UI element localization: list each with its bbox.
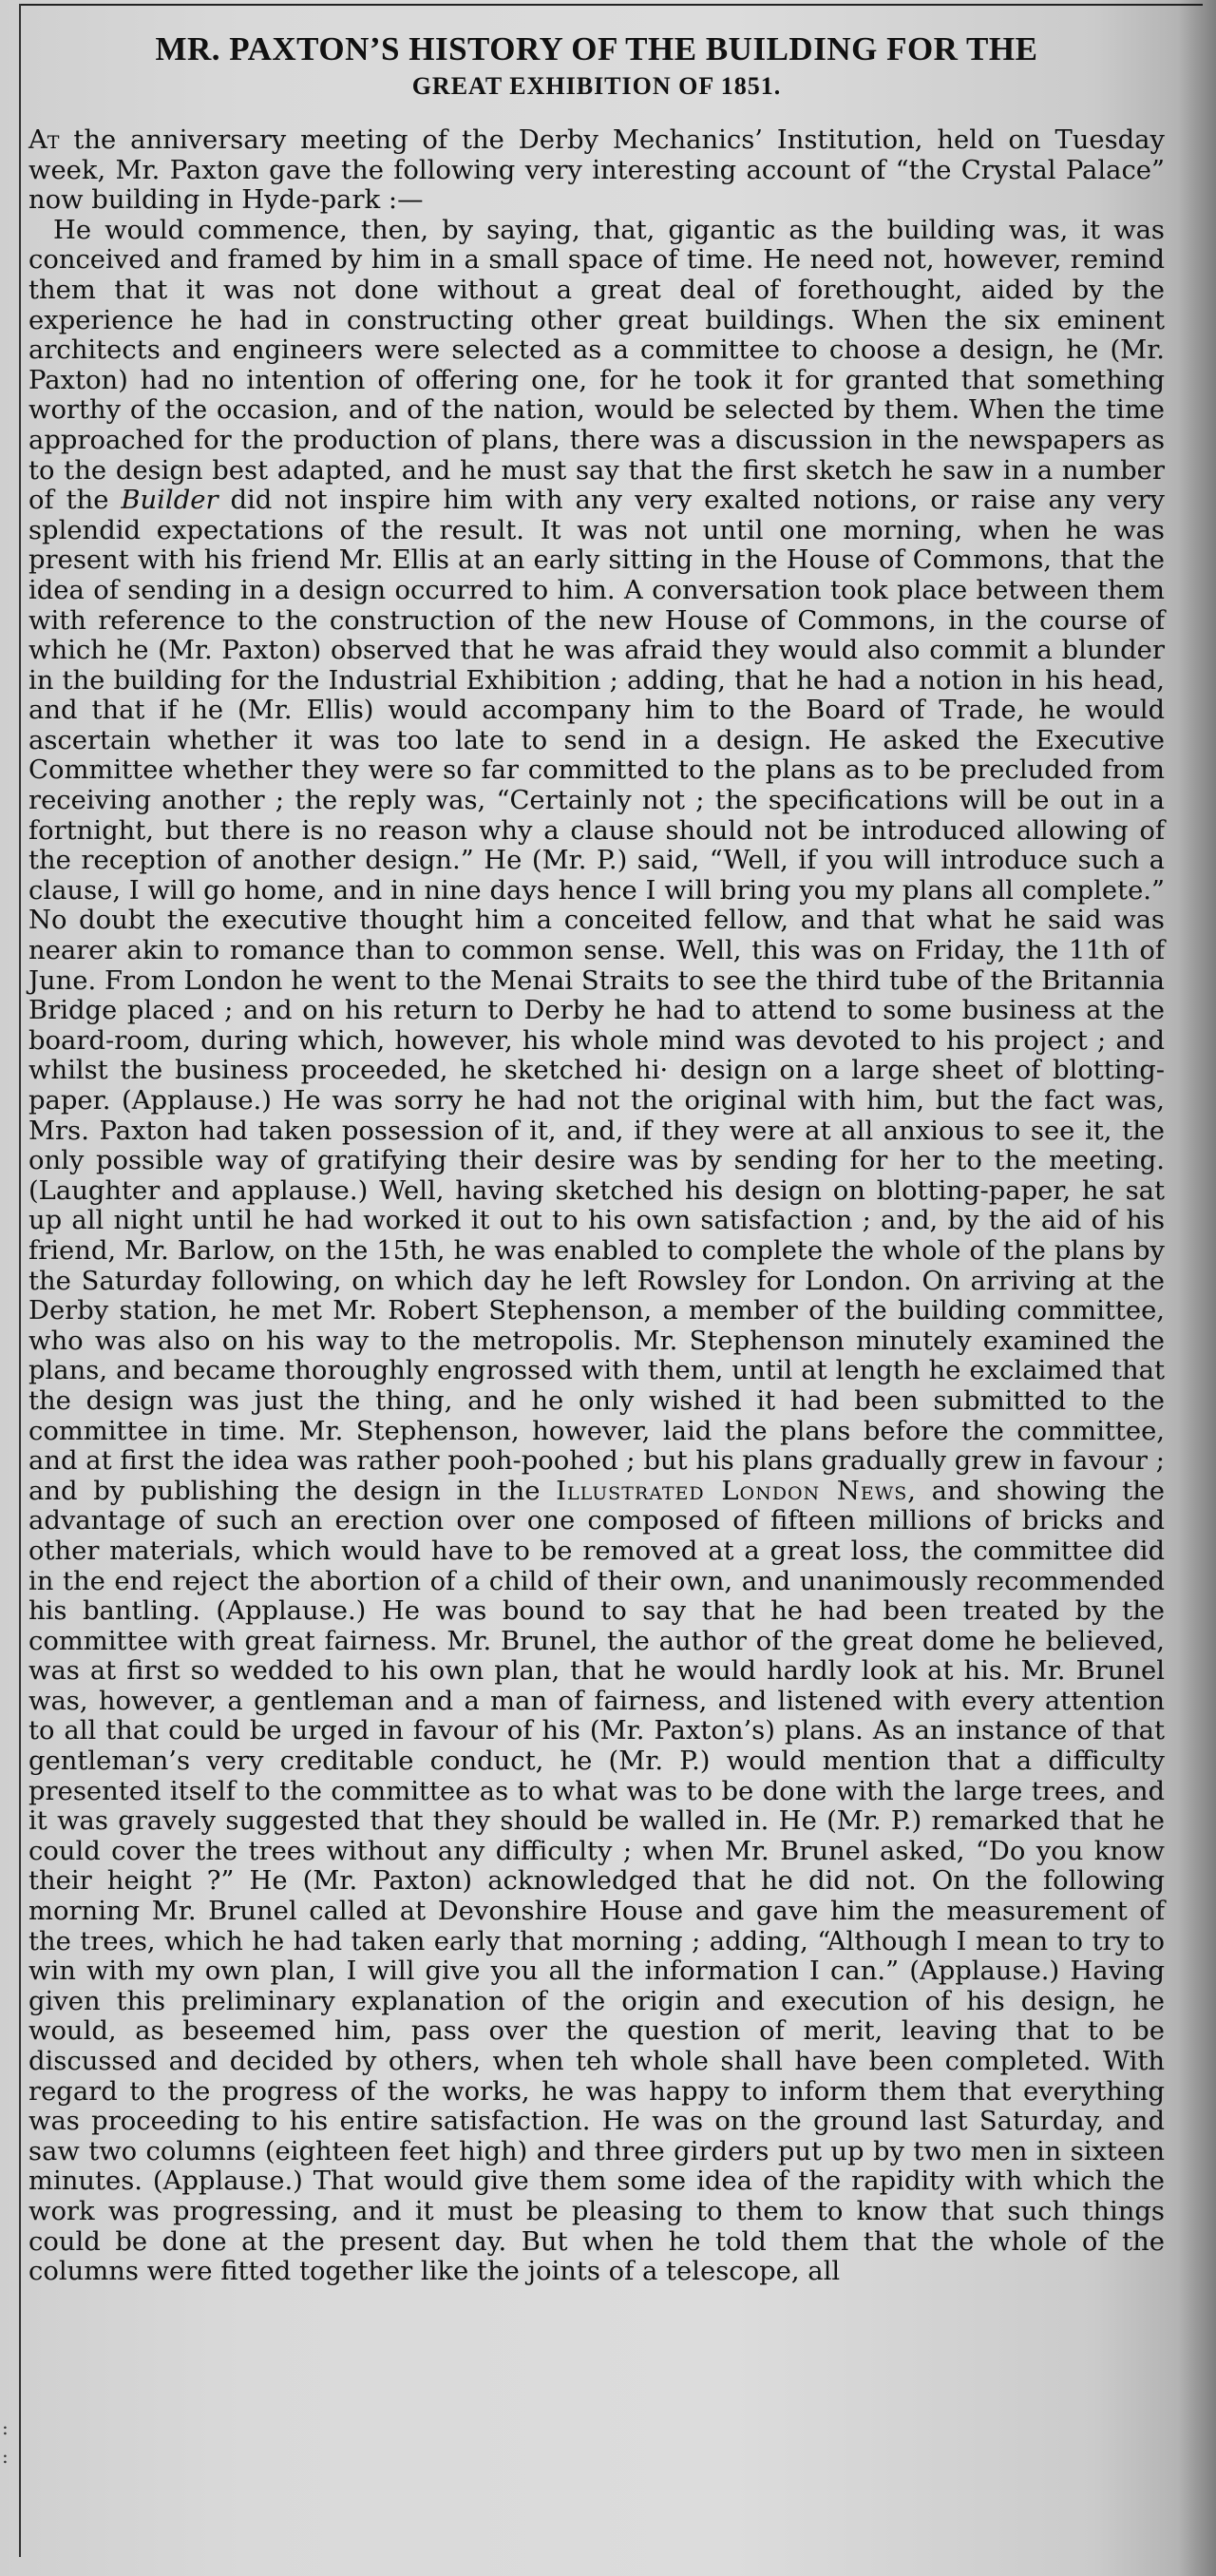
body-text-part2: did not inspire him with any very exalted notions, or raise any very splendid expectations of the result. It was not until one morning, when he was present with his friend Mr. Ellis at an early sitting in the House of Commons, that the idea of sending in a design occurred to him. A conversation took place between them with reference to the construction of the new House of Commons, in the course of which he (Mr. Paxton) observed that he was afraid they would also commit a blunder in the building for the Industrial Exhibition ; adding, that he had a notion in his head, and that if he (Mr. Ellis) would accompany him to the Board of Trade, he would ascertain whether it was too late to send in a design. He asked the Executive Committee whether they were so far committed to the plans as to be precluded from receiving another ; the reply was, “Certainly not ; the specifications will be out in a fortnight, but there is no reason why a clause should not be introduced allowing of the reception of another design.” He (Mr. P.) said, “Well, if you will introduce such a clause, I will go home, and in nine days hence I will bring you my plans all complete.” No doubt the executive thought him a conceited fellow, and that what he said was nearer akin to romance than to common sense. Well, this was on Friday, the 11th of June. From London he went to the Menai Straits to see the third tube of the Britannia Bridge placed ; and on his return to Derby he had to attend to some business at the board-room, during which, however, his whole mind was devoted to his project ; and whilst the business proceeded, he sketched hi· design on a large sheet of blotting-paper. (Applause.) He was sorry he had not the original with him, but the fact was, Mrs. Paxton had taken possession of it, and, if they were at all anxious to see it, the only possible way of gratifying their desire was by sending for her to the meeting. (Laughter and applause.) Well, having sketched his design on blotting-paper, he sat up all night until he had worked it out to his own satisfaction ; and, by the aid of his friend, Mr. Barlow, on the 15th, he was enabled to complete the whole of the plans by the Saturday following, on which day he left Rowsley for London. On arriving at the Derby station, he met Mr. Robert Stephenson, a member of the building committee, who was also on his way to the metropolis. Mr. Stephenson minutely examined the plans, and became thoroughly engrossed with them, until at length he exclaimed that the design was just the thing, and he only wished it had been submitted to the committee in time. Mr. Stephenson, however, laid the plans before the committee, and at first the idea was rather pooh-poohed ; but his plans gradually grew in favour ; and by publishing the design in the	[28, 486, 1165, 1506]
builder-title: Builder	[121, 486, 218, 516]
left-column-rule	[19, 4, 21, 2557]
article-body	[28, 125, 1165, 2287]
article-column	[28, 21, 1165, 2287]
margin-marks: : :	[2, 2416, 9, 2468]
body-text-part3: , and showing the advantage of such an erection over one composed of fifteen millions of bricks and other materials, which would have to be removed at a great loss, the committee did in the end reject the abortion of a child of their own, and unanimously recommended his bantling. (Applause.) He was bound to say that he had been treated by the committee with great fairness. Mr. Brunel, the author of the great dome he believed, was at first so wedded to his own plan, that he would hardly look at his. Mr. Brunel was, however, a gentleman and a man of fairness, and listened with every attention to all that could be urged in favour of his (Mr. Paxton’s) plans. As an instance of that gentleman’s very creditable conduct, he (Mr. P.) would mention that a difficulty presented itself to the committee as to what was to be done with the large trees, and it was gravely suggested that they should be walled in. He (Mr. P.) remarked that he could cover the trees without any difficulty ; when Mr. Brunel asked, “Do you know their height ?” He (Mr. Paxton) acknowledged that he did not. On the following morning Mr. Brunel called at Devonshire House and gave him the measurement of the trees, which he had taken early that morning ; adding, “Although I mean to try to win with my own plan, I will give you all the information I can.” (Applause.) Having given this preliminary explanation of the origin and execution of his design, he would, as beseemed him, pass over the question of merit, leaving that to be discussed and decided by others, when teh whole shall have been completed. With regard to the progress of the works, he was happy to inform them that everything was proceeding to his entire satisfaction. He was on the ground last Saturday, and saw two columns (eighteen feet high) and three girders put up by two men in sixteen minutes. (Applause.) That would give them some idea of the rapidity with which the work was progressing, and it must be pleasing to them to know that such things could be done at the present day. But when he told them that the whole of the columns were fitted together like the joints of a telescope, all	[28, 1476, 1165, 2287]
intro-text: the anniversary meeting of the Derby Mechanics’ Institution, held on Tuesday week, Mr. Paxton gave the following very interesting account of “the Crystal Palace” now building in Hyde-park :—	[28, 125, 1165, 216]
top-rule	[21, 4, 1203, 6]
intro-first-word: At	[28, 125, 60, 155]
main-paragraph	[28, 216, 1165, 2287]
body-text-part1: He would commence, then, by saying, that, gigantic as the building was, it was conceived and framed by him in a small space of time. He need not, however, remind them that it was not done without a great deal of forethought, aided by the experience he had in constructing other great buildings. When the six eminent architects and engineers were selected as a committee to choose a design, he (Mr. Paxton) had no intention of offering one, for he took it for granted that something worthy of the occasion, and of the nation, would be selected by them. When the time approached for the production of plans, there was a discussion in the newspapers as to the design best adapted, and he must say that the first sketch he saw in a number of the	[28, 215, 1165, 516]
page-fold-shadow	[1178, 0, 1216, 2576]
intro-paragraph	[28, 125, 1165, 216]
iln-title: Illustrated London News	[556, 1476, 908, 1506]
article-title: MR. PAXTON’S HISTORY OF THE BUILDING FOR THE	[155, 30, 1038, 67]
article-subtitle: GREAT EXHIBITION OF 1851.	[411, 72, 782, 100]
